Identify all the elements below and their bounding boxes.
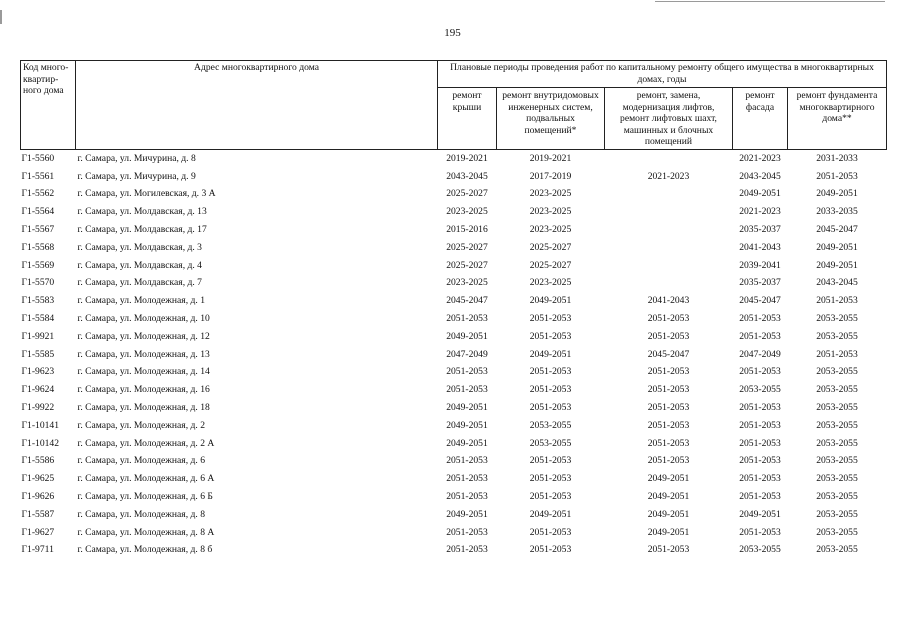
roof-period-cell: 2049-2051 — [446, 437, 488, 449]
foundation-period-cell: 2051-2053 — [816, 348, 858, 360]
facade-period-cell: 2051-2053 — [739, 473, 781, 485]
address-cell: г. Самара, ул. Молодежная, д. 12 — [77, 330, 210, 342]
house-code-cell: Г1-9922 — [21, 402, 55, 414]
facade-period-cell: 2051-2053 — [739, 491, 781, 503]
lift-period-cell: 2051-2053 — [647, 366, 690, 378]
roof-period-cell: 2051-2053 — [446, 544, 488, 556]
address-cell: г. Самара, ул. Молодежная, д. 2 — [77, 419, 205, 431]
foundation-period-cell: 2053-2055 — [816, 437, 858, 449]
roof-period-cell: 2051-2053 — [446, 455, 488, 467]
capital-repair-schedule-table — [20, 60, 887, 559]
roof-period-cell: 2051-2053 — [446, 526, 488, 538]
roof-period-cell: 2049-2051 — [446, 508, 488, 520]
lift-period-cell: 2021-2023 — [647, 170, 690, 182]
house-code-cell: Г1-5570 — [21, 277, 55, 289]
inner-systems-period-cell: 2019-2021 — [529, 152, 572, 164]
roof-period-cell: 2049-2051 — [446, 330, 488, 342]
lift-period-cell: 2051-2053 — [647, 437, 690, 449]
facade-period-cell: 2039-2041 — [739, 259, 781, 271]
foundation-period-cell: 2053-2055 — [816, 366, 858, 378]
roof-period-cell: 2015-2016 — [446, 224, 488, 236]
inner-systems-period-cell: 2051-2053 — [529, 526, 572, 538]
table-row — [21, 186, 887, 204]
header-roof-repair: ремонт крыши — [438, 88, 497, 150]
table-row — [21, 488, 887, 506]
foundation-period-cell: 2053-2055 — [816, 402, 858, 414]
lift-period-cell — [605, 186, 733, 204]
facade-period-cell: 2045-2047 — [739, 295, 781, 307]
lift-period-cell: 2051-2053 — [647, 384, 690, 396]
address-cell: г. Самара, ул. Молодежная, д. 14 — [77, 366, 210, 378]
foundation-period-cell: 2053-2055 — [816, 544, 858, 556]
table-row — [21, 328, 887, 346]
table-row — [21, 381, 887, 399]
facade-period-cell: 2051-2053 — [739, 366, 781, 378]
page-number: 195 — [444, 27, 461, 39]
inner-systems-period-cell: 2051-2053 — [529, 455, 572, 467]
house-code-cell: Г1-9625 — [21, 473, 55, 485]
house-code-cell: Г1-5561 — [21, 170, 55, 182]
house-code-cell: Г1-5567 — [21, 224, 55, 236]
facade-period-cell: 2051-2053 — [739, 526, 781, 538]
table-row — [21, 346, 887, 364]
table-row — [21, 470, 887, 488]
lift-period-cell: 2051-2053 — [647, 313, 690, 325]
house-code-cell: Г1-5564 — [21, 206, 55, 218]
header-facade-repair: ремонт фасада — [733, 88, 788, 150]
roof-period-cell: 2049-2051 — [446, 402, 488, 414]
house-code-cell: Г1-10141 — [21, 419, 60, 431]
foundation-period-cell: 2049-2051 — [816, 241, 858, 253]
lift-period-cell — [605, 221, 733, 239]
lift-period-cell — [605, 150, 733, 168]
address-cell: г. Самара, ул. Мичурина, д. 8 — [77, 152, 196, 164]
lift-period-cell: 2051-2053 — [647, 402, 690, 414]
foundation-period-cell: 2053-2055 — [816, 526, 858, 538]
foundation-period-cell: 2053-2055 — [816, 313, 858, 325]
facade-period-cell: 2051-2053 — [739, 313, 781, 325]
address-cell: г. Самара, ул. Могилевская, д. 3 А — [77, 188, 216, 200]
inner-systems-period-cell: 2023-2025 — [529, 188, 572, 200]
inner-systems-period-cell: 2051-2053 — [529, 366, 572, 378]
table-row — [21, 506, 887, 524]
header-inner-systems-repair: ремонт внутридомовых инженерных систем, подвальных помещений* — [497, 88, 605, 150]
table-row — [21, 275, 887, 293]
facade-period-cell: 2041-2043 — [739, 241, 781, 253]
foundation-period-cell: 2049-2051 — [816, 259, 858, 271]
table-row — [21, 257, 887, 275]
foundation-period-cell: 2045-2047 — [816, 224, 858, 236]
facade-period-cell: 2049-2051 — [739, 188, 781, 200]
inner-systems-period-cell: 2025-2027 — [529, 241, 572, 253]
lift-period-cell: 2049-2051 — [647, 491, 690, 503]
house-code-cell: Г1-5569 — [21, 259, 55, 271]
house-code-cell: Г1-9626 — [21, 491, 55, 503]
address-cell: г. Самара, ул. Молодежная, д. 13 — [77, 348, 210, 360]
facade-period-cell: 2051-2053 — [739, 419, 781, 431]
house-code-cell: Г1-5562 — [21, 188, 55, 200]
facade-period-cell: 2053-2055 — [739, 544, 781, 556]
lift-period-cell: 2049-2051 — [647, 526, 690, 538]
foundation-period-cell: 2049-2051 — [816, 188, 858, 200]
house-code-cell: Г1-5587 — [21, 508, 55, 520]
roof-period-cell: 2045-2047 — [446, 295, 488, 307]
table-row — [21, 399, 887, 417]
address-cell: г. Самара, ул. Молодежная, д. 10 — [77, 313, 210, 325]
lift-period-cell: 2051-2053 — [647, 544, 690, 556]
address-cell: г. Самара, ул. Молодежная, д. 8 А — [77, 526, 215, 538]
roof-period-cell: 2051-2053 — [446, 384, 488, 396]
facade-period-cell: 2021-2023 — [739, 152, 781, 164]
table-row — [21, 292, 887, 310]
foundation-period-cell: 2053-2055 — [816, 330, 858, 342]
table-row — [21, 364, 887, 382]
address-cell: г. Самара, ул. Молодежная, д. 6 — [77, 455, 205, 467]
table-row — [21, 239, 887, 257]
inner-systems-period-cell: 2051-2053 — [529, 313, 572, 325]
inner-systems-period-cell: 2053-2055 — [529, 419, 572, 431]
header-address: Адрес многоквартирного дома — [76, 61, 438, 150]
foundation-period-cell: 2053-2055 — [816, 419, 858, 431]
inner-systems-period-cell: 2017-2019 — [529, 170, 572, 182]
facade-period-cell: 2035-2037 — [739, 277, 781, 289]
house-code-cell: Г1-9711 — [21, 544, 54, 556]
table-row — [21, 221, 887, 239]
table-row — [21, 453, 887, 471]
foundation-period-cell: 2031-2033 — [816, 152, 858, 164]
house-code-cell: Г1-5568 — [21, 241, 55, 253]
address-cell: г. Самара, ул. Молодежная, д. 8 б — [77, 544, 213, 556]
house-code-cell: Г1-5586 — [21, 455, 55, 467]
header-foundation-repair: ремонт фундамента многоквартирного дома** — [788, 88, 887, 150]
table-row — [21, 524, 887, 542]
facade-period-cell: 2047-2049 — [739, 348, 781, 360]
table-body — [21, 150, 887, 560]
inner-systems-period-cell: 2023-2025 — [529, 277, 572, 289]
foundation-period-cell: 2053-2055 — [816, 455, 858, 467]
house-code-cell: Г1-5583 — [21, 295, 55, 307]
lift-period-cell: 2049-2051 — [647, 508, 690, 520]
roof-period-cell: 2051-2053 — [446, 473, 488, 485]
address-cell: г. Самара, ул. Молодежная, д. 16 — [77, 384, 210, 396]
facade-period-cell: 2049-2051 — [739, 508, 781, 520]
header-lift-repair: ремонт, замена, модернизация лифтов, ремонт лифтовых шахт, машинных и блочных помещений — [605, 88, 733, 150]
roof-period-cell: 2047-2049 — [446, 348, 488, 360]
inner-systems-period-cell: 2051-2053 — [529, 402, 572, 414]
lift-period-cell — [605, 203, 733, 221]
address-cell: г. Самара, ул. Молдавская, д. 3 — [77, 241, 202, 253]
table-row — [21, 417, 887, 435]
facade-period-cell: 2021-2023 — [739, 206, 781, 218]
roof-period-cell: 2025-2027 — [446, 259, 488, 271]
inner-systems-period-cell: 2049-2051 — [529, 508, 572, 520]
facade-period-cell: 2053-2055 — [739, 384, 781, 396]
facade-period-cell: 2051-2053 — [739, 455, 781, 467]
inner-systems-period-cell: 2051-2053 — [529, 473, 572, 485]
address-cell: г. Самара, ул. Молодежная, д. 1 — [77, 295, 205, 307]
roof-period-cell: 2043-2045 — [446, 170, 488, 182]
facade-period-cell: 2051-2053 — [739, 402, 781, 414]
lift-period-cell: 2051-2053 — [647, 455, 690, 467]
table-row — [21, 203, 887, 221]
inner-systems-period-cell: 2025-2027 — [529, 259, 572, 271]
inner-systems-period-cell: 2051-2053 — [529, 384, 572, 396]
lift-period-cell — [605, 239, 733, 257]
facade-period-cell: 2043-2045 — [739, 170, 781, 182]
address-cell: г. Самара, ул. Молодежная, д. 6 Б — [77, 491, 213, 503]
table-row — [21, 310, 887, 328]
table-row — [21, 168, 887, 186]
house-code-cell: Г1-5585 — [21, 348, 55, 360]
address-cell: г. Самара, ул. Молдавская, д. 17 — [77, 224, 207, 236]
foundation-period-cell: 2053-2055 — [816, 384, 858, 396]
scan-artifact-left — [0, 10, 2, 24]
house-code-cell: Г1-10142 — [21, 437, 60, 449]
foundation-period-cell: 2033-2035 — [816, 206, 858, 218]
scan-artifact-top — [655, 1, 885, 2]
table-row — [21, 542, 887, 560]
foundation-period-cell: 2053-2055 — [816, 508, 858, 520]
header-planned-periods: Плановые периоды проведения работ по капитальному ремонту общего имущества в многоквартирных домах, годы — [438, 61, 887, 88]
roof-period-cell: 2051-2053 — [446, 491, 488, 503]
house-code-cell: Г1-5560 — [21, 152, 55, 164]
roof-period-cell: 2025-2027 — [446, 188, 488, 200]
house-code-cell: Г1-9624 — [21, 384, 55, 396]
inner-systems-period-cell: 2051-2053 — [529, 491, 572, 503]
house-code-cell: Г1-9623 — [21, 366, 55, 378]
lift-period-cell: 2045-2047 — [647, 348, 690, 360]
header-house-code: Код много-квартир-ного дома — [21, 61, 76, 150]
table-row — [21, 435, 887, 453]
table-row — [21, 150, 887, 168]
foundation-period-cell: 2051-2053 — [816, 170, 858, 182]
inner-systems-period-cell: 2023-2025 — [529, 206, 572, 218]
address-cell: г. Самара, ул. Молдавская, д. 13 — [77, 206, 207, 218]
address-cell: г. Самара, ул. Молдавская, д. 7 — [77, 277, 202, 289]
roof-period-cell: 2023-2025 — [446, 206, 488, 218]
roof-period-cell: 2025-2027 — [446, 241, 488, 253]
facade-period-cell: 2051-2053 — [739, 437, 781, 449]
inner-systems-period-cell: 2049-2051 — [529, 295, 572, 307]
inner-systems-period-cell: 2023-2025 — [529, 224, 572, 236]
roof-period-cell: 2019-2021 — [446, 152, 488, 164]
address-cell: г. Самара, ул. Молодежная, д. 8 — [77, 508, 205, 520]
foundation-period-cell: 2051-2053 — [816, 295, 858, 307]
roof-period-cell: 2049-2051 — [446, 419, 488, 431]
facade-period-cell: 2035-2037 — [739, 224, 781, 236]
roof-period-cell: 2051-2053 — [446, 366, 488, 378]
lift-period-cell: 2049-2051 — [647, 473, 690, 485]
address-cell: г. Самара, ул. Молодежная, д. 6 А — [77, 473, 215, 485]
lift-period-cell: 2051-2053 — [647, 419, 690, 431]
inner-systems-period-cell: 2051-2053 — [529, 544, 572, 556]
roof-period-cell: 2051-2053 — [446, 313, 488, 325]
inner-systems-period-cell: 2049-2051 — [529, 348, 572, 360]
address-cell: г. Самара, ул. Мичурина, д. 9 — [77, 170, 196, 182]
address-cell: г. Самара, ул. Молдавская, д. 4 — [77, 259, 202, 271]
house-code-cell: Г1-9627 — [21, 526, 55, 538]
address-cell: г. Самара, ул. Молодежная, д. 2 А — [77, 437, 215, 449]
facade-period-cell: 2051-2053 — [739, 330, 781, 342]
lift-period-cell: 2051-2053 — [647, 330, 690, 342]
house-code-cell: Г1-5584 — [21, 313, 55, 325]
roof-period-cell: 2023-2025 — [446, 277, 488, 289]
foundation-period-cell: 2053-2055 — [816, 473, 858, 485]
foundation-period-cell: 2053-2055 — [816, 491, 858, 503]
foundation-period-cell: 2043-2045 — [816, 277, 858, 289]
inner-systems-period-cell: 2051-2053 — [529, 330, 572, 342]
lift-period-cell — [605, 275, 733, 293]
lift-period-cell — [605, 257, 733, 275]
house-code-cell: Г1-9921 — [21, 330, 55, 342]
lift-period-cell: 2041-2043 — [647, 295, 690, 307]
inner-systems-period-cell: 2053-2055 — [529, 437, 572, 449]
address-cell: г. Самара, ул. Молодежная, д. 18 — [77, 402, 210, 414]
